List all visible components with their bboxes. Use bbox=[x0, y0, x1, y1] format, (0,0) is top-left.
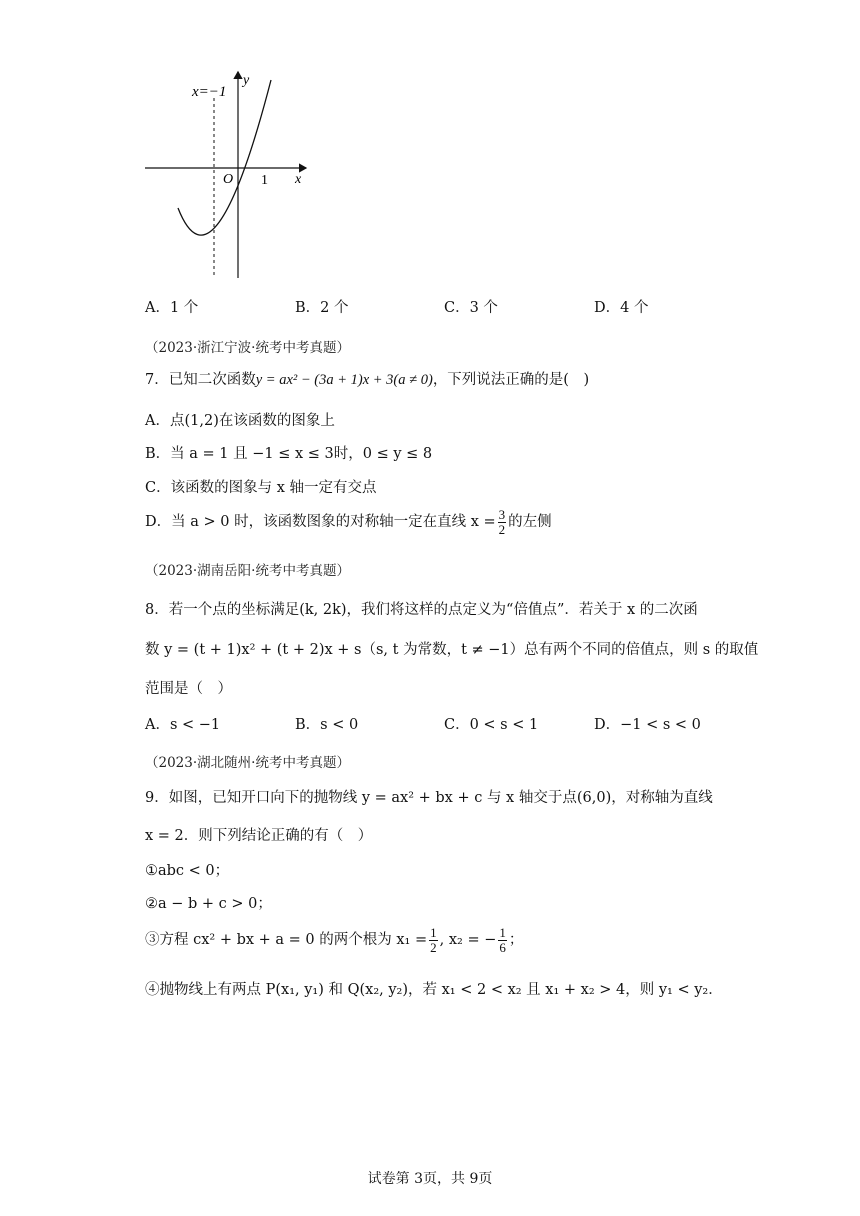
q9-item3-frac1 bbox=[429, 926, 438, 954]
parabola-graph bbox=[140, 68, 320, 283]
label-y: y bbox=[243, 73, 250, 88]
q9-line1: 9．如图，已知开口向下的抛物线 y = ax² + bx + c 与 x 轴交于点(6,0)，对称轴为直线 bbox=[145, 790, 713, 806]
q9-item2: ②a − b + c > 0； bbox=[145, 896, 272, 912]
q8-option-a[interactable]: A．s < −1 bbox=[145, 717, 221, 733]
label-origin: O bbox=[223, 172, 234, 187]
q9-item3-mid: , x₂ = − bbox=[439, 932, 497, 949]
q9-item1: ①abc < 0； bbox=[145, 863, 230, 879]
q9-item3-d2: 6 bbox=[499, 939, 506, 955]
q8-option-d[interactable]: D．−1 < s < 0 bbox=[594, 717, 701, 733]
q9-item3-prefix: ③方程 cx² + bx + a = 0 的两个根为 x₁ = bbox=[145, 932, 428, 949]
label-axis-line: x=−1 bbox=[192, 84, 227, 100]
q8-option-b[interactable]: B．s < 0 bbox=[295, 717, 359, 733]
q6-option-b[interactable]: B．2 个 bbox=[295, 300, 349, 316]
q6-option-c[interactable]: C．3 个 bbox=[444, 300, 498, 316]
q8-option-c[interactable]: C．0 < s < 1 bbox=[444, 717, 539, 733]
q7-d-suffix: 的左侧 bbox=[508, 514, 552, 531]
q9-item3-d1: 2 bbox=[430, 939, 437, 955]
label-x: x bbox=[295, 172, 302, 187]
q7-option-b[interactable]: B．当 a = 1 且 −1 ≤ x ≤ 3时，0 ≤ y ≤ 8 bbox=[145, 446, 433, 462]
parabola-curve bbox=[178, 80, 271, 235]
q7-option-d[interactable] bbox=[145, 508, 552, 536]
q9-item3 bbox=[145, 926, 523, 954]
q7-stem-formula: y = ax² − (3a + 1)x + 3(a ≠ 0) bbox=[255, 372, 433, 388]
q7-stem-suffix: ，下列说法正确的是( ) bbox=[432, 372, 590, 388]
q8-line1: 8．若一个点的坐标满足(k, 2k)，我们将这样的点定义为“倍值点”．若关于 x 的二次函 bbox=[145, 602, 698, 618]
q6-option-a[interactable]: A．1 个 bbox=[145, 300, 199, 316]
q9-source: （2023·湖北随州·统考中考真题） bbox=[145, 755, 350, 771]
q7-option-c[interactable]: C．该函数的图象与 x 轴一定有交点 bbox=[145, 480, 377, 496]
q8-line3: 范围是（ ） bbox=[145, 681, 232, 697]
q9-item3-suffix: ； bbox=[508, 932, 524, 949]
q9-item4: ④抛物线上有两点 P(x₁, y₁) 和 Q(x₂, y₂)，若 x₁ < 2 < x₂ 且 x₁ + x₂ > 4，则 y₁ < y₂． bbox=[145, 982, 723, 998]
q7-stem bbox=[145, 373, 589, 388]
q9-line2: x = 2．则下列结论正确的有（ ） bbox=[145, 828, 373, 844]
q9-item3-n1: 1 bbox=[430, 925, 437, 940]
q7-d-fraction bbox=[498, 508, 507, 536]
q7-d-num: 3 bbox=[498, 507, 506, 522]
q7-stem-prefix: 7．已知二次函数 bbox=[145, 372, 256, 388]
q7-option-a[interactable]: A．点(1,2)在该函数的图象上 bbox=[145, 413, 335, 429]
q8-line2: 数 y = (t + 1)x² + (t + 2)x + s（s, t 为常数，t ≠ −1）总有两个不同的倍值点，则 s 的取值 bbox=[145, 642, 759, 658]
label-one: 1 bbox=[261, 173, 268, 188]
q8-source: （2023·湖南岳阳·统考中考真题） bbox=[145, 563, 350, 579]
q7-d-prefix: D．当 a > 0 时，该函数图象的对称轴一定在直线 x = bbox=[145, 514, 496, 531]
page-footer: 试卷第 3页，共 9页 bbox=[367, 1171, 493, 1187]
q9-item3-frac2 bbox=[498, 926, 507, 954]
q7-d-den: 2 bbox=[498, 521, 506, 537]
q7-source: （2023·浙江宁波·统考中考真题） bbox=[145, 340, 350, 356]
q6-option-d[interactable]: D．4 个 bbox=[594, 300, 649, 316]
q9-item3-n2: 1 bbox=[499, 925, 506, 940]
